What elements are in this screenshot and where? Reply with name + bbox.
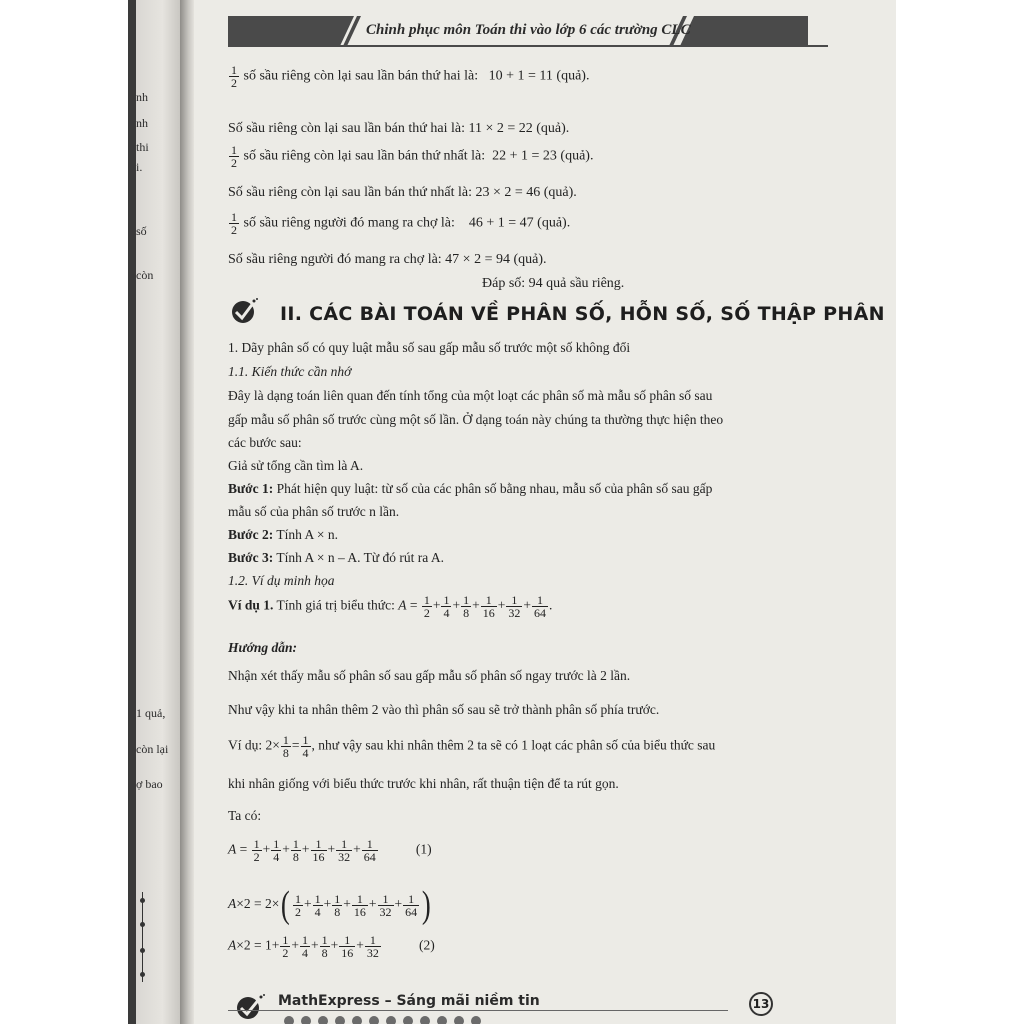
prev-fragment: ợ bao [136, 777, 163, 791]
photo-background [0, 0, 128, 1024]
paragraph-line: khi nhân giống với biểu thức trước khi nhân, rất thuận tiện để ta rút gọn. [228, 776, 619, 791]
prev-fragment: số [136, 224, 147, 238]
inline-label: Ví dụ: [228, 737, 263, 753]
footer-dots [284, 1013, 488, 1024]
paragraph-line: gấp mẫu số phân số trước cùng một số lần. Ở dạng toán này chúng ta thường thực hiện theo [228, 412, 724, 427]
prev-fragment: nh [136, 90, 148, 104]
line-calc: 46 + 1 = 47 (quả). [468, 215, 571, 231]
solution-line [228, 144, 593, 169]
section-swoosh-icon [230, 296, 260, 326]
header-bar-left [228, 16, 340, 46]
page-number: 13 [749, 992, 773, 1016]
footer-logo-icon [234, 992, 268, 1020]
step-3 [228, 550, 444, 566]
paragraph-line: các bước sau: [228, 435, 302, 450]
solution-line [228, 211, 570, 236]
section-title: II. CÁC BÀI TOÁN VỀ PHÂN SỐ, HỖN SỐ, SỐ THẬP PHÂN [280, 303, 885, 325]
step-1 [228, 481, 712, 497]
solution-line: Số sầu riêng người đó mang ra chợ là: 47 × 2 = 94 (quả). [228, 252, 547, 267]
line-calc: 10 + 1 = 11 (quả). [488, 68, 590, 84]
line-text: số sầu riêng còn lại sau lần bán thứ hai là: [243, 68, 479, 84]
step-text: Phát hiện quy luật: từ số của các phân số bằng nhau, mẫu số của phân số sau gấp [276, 481, 713, 496]
subsection-heading: 1.2. Ví dụ minh họa [228, 573, 335, 588]
previous-page-strip [136, 0, 180, 1024]
example-label: Ví dụ 1. [228, 597, 274, 613]
equation-3: A×2 = 1+ $\frac{1}{2}$ + $\frac{1}{4}$ + $\frac{1}{8}$ + $\frac{1}{16}$ + $\frac{1}{32}$ (2) [228, 933, 435, 960]
prev-fragment: thi [136, 140, 149, 154]
paragraph-line: Như vậy khi ta nhân thêm 2 vào thì phân số sau sẽ trở thành phân số phía trước. [228, 702, 660, 717]
solution-line: Số sầu riêng còn lại sau lần bán thứ hai là: 11 × 2 = 22 (quả). [228, 121, 570, 136]
example-text: Tính giá trị biểu thức: [276, 597, 395, 613]
line-calc: 22 + 1 = 23 (quả). [492, 148, 594, 164]
step-text: Tính A × n – A. Từ đó rút ra A. [276, 550, 445, 565]
header-title: Chinh phục môn Toán thi vào lớp 6 các trường CLC [366, 22, 691, 38]
answer-line: Đáp số: 94 quả sầu riêng. [482, 276, 625, 291]
step-2 [228, 527, 338, 543]
header-rule [228, 45, 828, 47]
example-inline: Ví dụ: 2× $\frac{1}{8}$ = $\frac{1}{4}$ , như vậy sau khi nhân thêm 2 ta sẽ có 1 loạt các phân số của biểu thức sau [228, 733, 716, 760]
prev-fragment: còn [136, 268, 154, 282]
subsection-title: 1. Dãy phân số có quy luật mẫu số sau gấp mẫu số trước một số không đổi [228, 340, 631, 355]
step-label: Bước 2: [228, 527, 274, 542]
paragraph-line: Đây là dạng toán liên quan đến tính tổng của một loạt các phân số mà mẫu số phân số sau [228, 388, 713, 403]
footer-rule [228, 1010, 728, 1011]
solution-line [228, 64, 589, 89]
paragraph-line: Giả sử tổng cần tìm là A. [228, 458, 364, 473]
book-cover-edge [128, 0, 136, 1024]
prev-fragment: còn lại [136, 742, 169, 756]
line-text: số sầu riêng người đó mang ra chợ là: [243, 215, 455, 231]
book-page [194, 0, 896, 1024]
fraction-half: $\frac{1}{2}$ [231, 63, 237, 90]
step-label: Bước 3: [228, 550, 274, 565]
subsection-heading: 1.1. Kiến thức cần nhớ [228, 364, 352, 379]
prev-fragment: 1 quả, [136, 706, 166, 720]
footer-brand: MathExpress – Sáng mãi niềm tin [278, 993, 540, 1009]
equation-2: A×2 = 2×( $\frac{1}{2}$ + $\frac{1}{4}$ + $\frac{1}{8}$ + $\frac{1}{16}$ + $\frac{1}{32}$ + $\frac{1}{64}$ ) [228, 884, 431, 926]
step-text: Tính A × n. [276, 527, 338, 542]
fraction-half: $\frac{1}{2}$ [231, 210, 237, 237]
prev-fragment: i. [136, 160, 143, 174]
prev-page-diagram [136, 892, 158, 982]
fraction-half: $\frac{1}{2}$ [231, 143, 237, 170]
example-line: Ví dụ 1. Tính giá trị biểu thức: A = $\frac{1}{2}$ + $\frac{1}{4}$ + $\frac{1}{8}$ + $\frac{1}{16}$ + $\frac{1}{32}$ + $\frac{1}{64}$ . [228, 593, 553, 620]
prev-fragment: nh [136, 116, 148, 130]
line-text: số sầu riêng còn lại sau lần bán thứ nhất là: [243, 148, 486, 164]
inline-text: , như vậy sau khi nhân thêm 2 ta sẽ có 1 loạt các phân số của biểu thức sau [311, 737, 716, 753]
equation-1: A = $\frac{1}{2}$ + $\frac{1}{4}$ + $\frac{1}{8}$ + $\frac{1}{16}$ + $\frac{1}{32}$ + $\frac{1}{64}$ (1) [228, 837, 432, 864]
step-label: Bước 1: [228, 481, 274, 496]
paragraph-line: mẫu số của phân số trước n lần. [228, 504, 400, 519]
solution-line: Số sầu riêng còn lại sau lần bán thứ nhất là: 23 × 2 = 46 (quả). [228, 185, 577, 200]
page-gutter [180, 0, 194, 1024]
paragraph-line: Nhận xét thấy mẫu số phân số sau gấp mẫu số phân số ngay trước là 2 lần. [228, 668, 631, 683]
equation-label: (1) [415, 841, 432, 857]
header-bar-right [694, 16, 808, 46]
photo-background-right [896, 0, 1024, 1024]
paragraph-line: Ta có: [228, 808, 262, 823]
guide-heading: Hướng dẫn: [228, 640, 297, 655]
equation-label: (2) [418, 937, 435, 953]
